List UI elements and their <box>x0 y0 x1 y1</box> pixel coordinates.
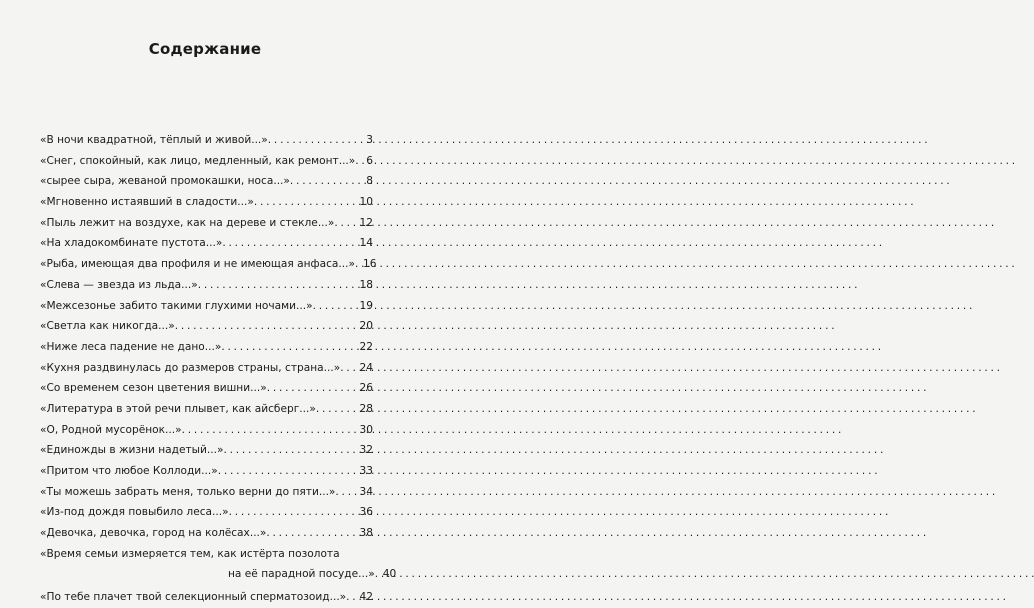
toc-entry <box>40 254 377 275</box>
toc-entry-page: 16 <box>362 258 377 271</box>
toc-entry-title: «Кухня раздвинулась до размеров страны, страна...» <box>40 361 341 374</box>
toc-entry <box>40 502 373 523</box>
toc-entry-page: 32 <box>359 444 373 457</box>
toc-entry <box>40 171 373 192</box>
toc-entry-title: «Единожды в жизни надетый...» <box>40 444 224 457</box>
toc-entry-page: 22 <box>359 340 373 353</box>
toc-entry <box>40 192 373 213</box>
toc-entry-page: 34 <box>359 485 373 498</box>
toc-dot-leader <box>266 523 357 544</box>
toc-entry <box>40 151 373 172</box>
toc-entry <box>40 233 373 254</box>
table-of-contents <box>40 130 397 608</box>
book-page <box>0 0 410 604</box>
toc-dot-leader <box>340 358 357 379</box>
toc-entry-page: 10 <box>359 196 373 209</box>
toc-dot-leader <box>222 233 357 254</box>
toc-entry-last <box>40 587 373 608</box>
toc-entry <box>40 296 373 317</box>
toc-entry-title: «Девочка, девочка, город на колёсах...» <box>40 527 267 540</box>
toc-dot-leader <box>218 461 358 482</box>
toc-dot-leader <box>346 587 357 608</box>
toc-entry-title: «Из-под дождя повыбило леса...» <box>40 506 229 519</box>
toc-entry-multiline <box>40 544 397 585</box>
toc-entry-title: «Притом что любое Коллоди...» <box>40 465 218 477</box>
toc-entry <box>40 213 373 234</box>
toc-dot-leader <box>355 151 364 172</box>
toc-dot-leader <box>290 171 364 192</box>
toc-entry-title: «На хладокомбинате пустота...» <box>40 237 223 250</box>
toc-dot-leader <box>268 130 364 151</box>
toc-entry-page: 24 <box>359 361 373 374</box>
toc-dot-leader <box>224 440 358 461</box>
toc-entry-title: «сырее сыра, жеваной промокашки, носа...» <box>40 175 290 188</box>
toc-entry <box>40 337 373 358</box>
toc-entry-page: 19 <box>359 299 373 312</box>
toc-entry <box>40 378 373 399</box>
toc-entry-title: «О, Родной мусорёнок...» <box>40 423 182 436</box>
toc-entry-title: «Снег, спокойный, как лицо, медленный, как ремонт...» <box>40 154 356 167</box>
toc-entry <box>40 461 373 482</box>
toc-entry-page: 18 <box>359 278 373 291</box>
toc-entry-page: 3 <box>366 134 373 146</box>
toc-entry <box>40 420 373 441</box>
toc-dot-leader <box>198 275 358 296</box>
toc-entry-page: 20 <box>359 320 373 333</box>
toc-entry <box>40 440 373 461</box>
toc-entry <box>40 399 373 420</box>
toc-entry-page: 36 <box>359 506 373 519</box>
page-title: Содержание <box>148 40 262 58</box>
toc-entry-line2 <box>40 564 397 585</box>
toc-entry-title: «Светла как никогда...» <box>40 320 175 333</box>
toc-dot-leader <box>335 482 357 503</box>
toc-entry <box>40 482 373 503</box>
toc-entry-title: «Ты можешь забрать меня, только верни до пяти...» <box>40 485 336 498</box>
toc-entry <box>40 316 373 337</box>
toc-dot-leader <box>175 316 358 337</box>
toc-entry <box>40 523 373 544</box>
toc-entry-title: на её парадной посуде...» <box>228 568 375 581</box>
toc-dot-leader <box>316 399 358 420</box>
toc-entry <box>40 275 373 296</box>
toc-entry-title: «Мгновенно истаявший в сладости...» <box>40 196 254 209</box>
toc-entry-title: «Межсезонье забито такими глухими ночами...» <box>40 299 313 312</box>
toc-entry-page: 30 <box>359 423 373 436</box>
toc-entry-page: 14 <box>359 237 373 250</box>
toc-dot-leader <box>267 378 358 399</box>
toc-entry-title: «Ниже леса падение не дано...» <box>40 340 222 353</box>
toc-entry-page: 8 <box>366 175 373 188</box>
toc-entry-page: 12 <box>359 216 373 229</box>
toc-entry-title: «Рыба, имеющая два профиля и не имеющая анфаса...» <box>40 258 355 271</box>
toc-entry-page: 26 <box>359 382 373 395</box>
toc-entry <box>40 358 373 379</box>
toc-entry-page: 6 <box>366 154 373 167</box>
toc-dot-leader <box>313 296 358 317</box>
toc-entry-title: «По тебе плачет твой селекционный сперматозоид...» <box>40 591 347 604</box>
toc-dot-leader <box>182 420 358 441</box>
toc-entry-page: 28 <box>359 402 373 415</box>
toc-entry-title: «Литература в этой речи плывет, как айсберг...» <box>40 402 316 415</box>
toc-entry-page: 40 <box>382 568 397 581</box>
toc-entry-line1: «Время семьи измеряется тем, как истёрта позолота <box>40 547 340 560</box>
toc-entry-page: 33 <box>359 465 373 477</box>
toc-entry-title: «Слева — звезда из льда...» <box>40 278 198 291</box>
toc-dot-leader <box>221 337 357 358</box>
toc-entry-title: «В ночи квадратной, тёплый и живой...» <box>40 134 268 146</box>
toc-entry <box>40 130 373 151</box>
toc-entry-title: «Пыль лежит на воздухе, как на дереве и стекле...» <box>40 216 335 229</box>
toc-dot-leader <box>254 192 358 213</box>
toc-entries <box>40 130 377 544</box>
toc-entry-title: «Со временем сезон цветения вишни...» <box>40 382 267 395</box>
toc-dot-leader <box>229 502 358 523</box>
toc-entry-page: 42 <box>359 591 373 604</box>
toc-entry-page: 38 <box>359 527 373 540</box>
toc-dot-leader <box>334 213 357 234</box>
